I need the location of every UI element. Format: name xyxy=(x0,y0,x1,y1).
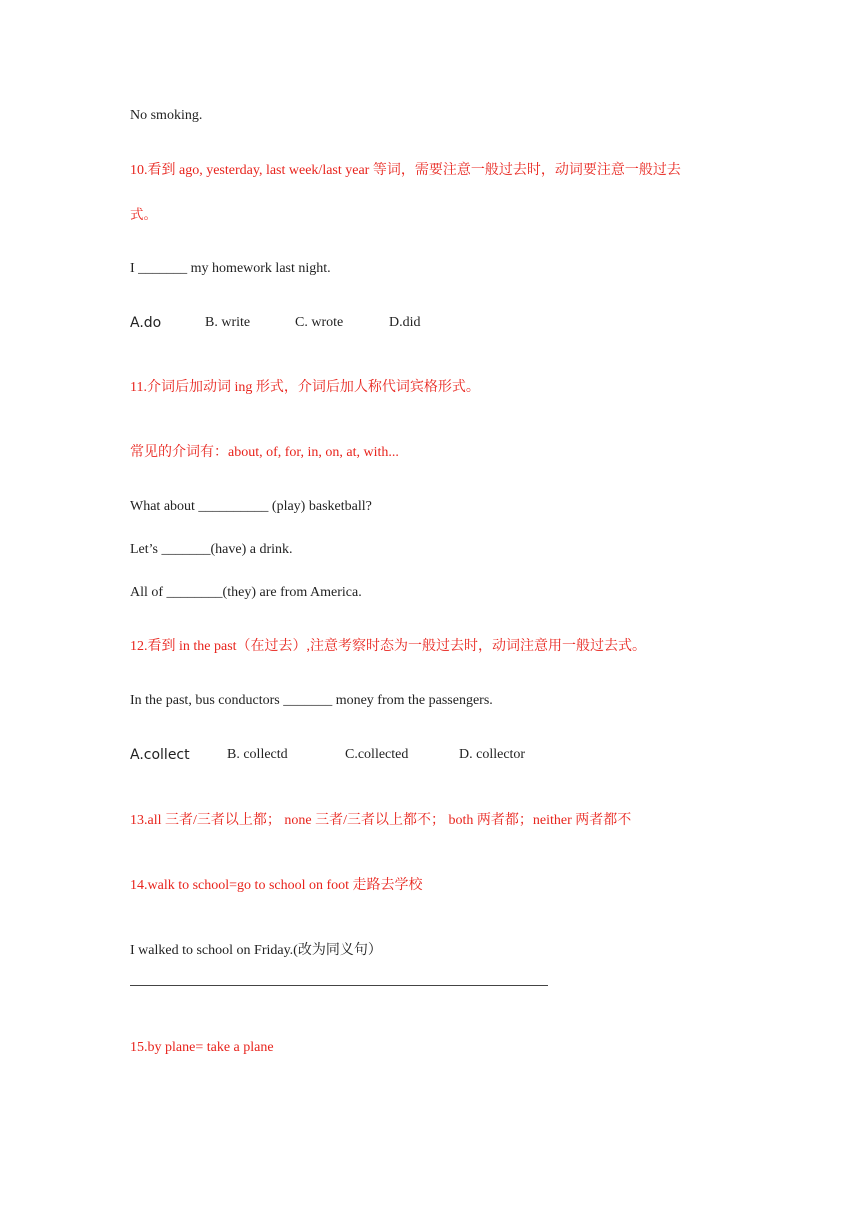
option-c: C.collected xyxy=(345,747,409,762)
option-c: C. wrote xyxy=(295,315,344,330)
rule-13-heading: 13.all 三者/三者以上都； none 三者/三者以上都不； both 两者都；neither 两者都不 xyxy=(130,813,632,828)
exercise-play: What about __________ (play) basketball? xyxy=(130,499,372,514)
question-10-sentence: I _______ my homework last night. xyxy=(130,261,331,276)
answer-line xyxy=(130,985,548,986)
exercise-rewrite-sentence: I walked to school on Friday.(改为同义句） xyxy=(130,943,382,958)
example-sentence-no-smoking: No smoking. xyxy=(130,108,203,123)
rule-15-heading: 15.by plane= take a plane xyxy=(130,1040,274,1055)
option-b: B. write xyxy=(205,315,251,330)
prepositions-list: 常见的介词有：about, of, for, in, on, at, with... xyxy=(130,445,399,460)
rule-10-heading-continued: 式。 xyxy=(130,207,157,223)
option-d: D.did xyxy=(389,315,421,330)
question-12-sentence: In the past, bus conductors _______ money from the passengers. xyxy=(130,693,493,708)
rule-11-heading: 11.介词后加动词 ing 形式，介词后加人称代词宾格形式。 xyxy=(130,380,480,395)
rule-14-heading: 14.walk to school=go to school on foot 走路去学校 xyxy=(130,878,423,893)
rule-12-heading: 12.看到 in the past（在过去）,注意考察时态为一般过去时，动词注意用一般过去式。 xyxy=(130,639,647,654)
exercise-they: All of ________(they) are from America. xyxy=(130,585,362,600)
option-b: B. collectd xyxy=(227,747,288,762)
option-a: A.collect xyxy=(130,747,190,763)
rule-10-heading: 10.看到 ago, yesterday, last week/last year 等词，需要注意一般过去时，动词要注意一般过去 xyxy=(130,163,681,178)
option-a: A.do xyxy=(130,315,162,331)
option-d: D. collector xyxy=(459,747,526,762)
exercise-have: Let’s _______(have) a drink. xyxy=(130,542,293,557)
